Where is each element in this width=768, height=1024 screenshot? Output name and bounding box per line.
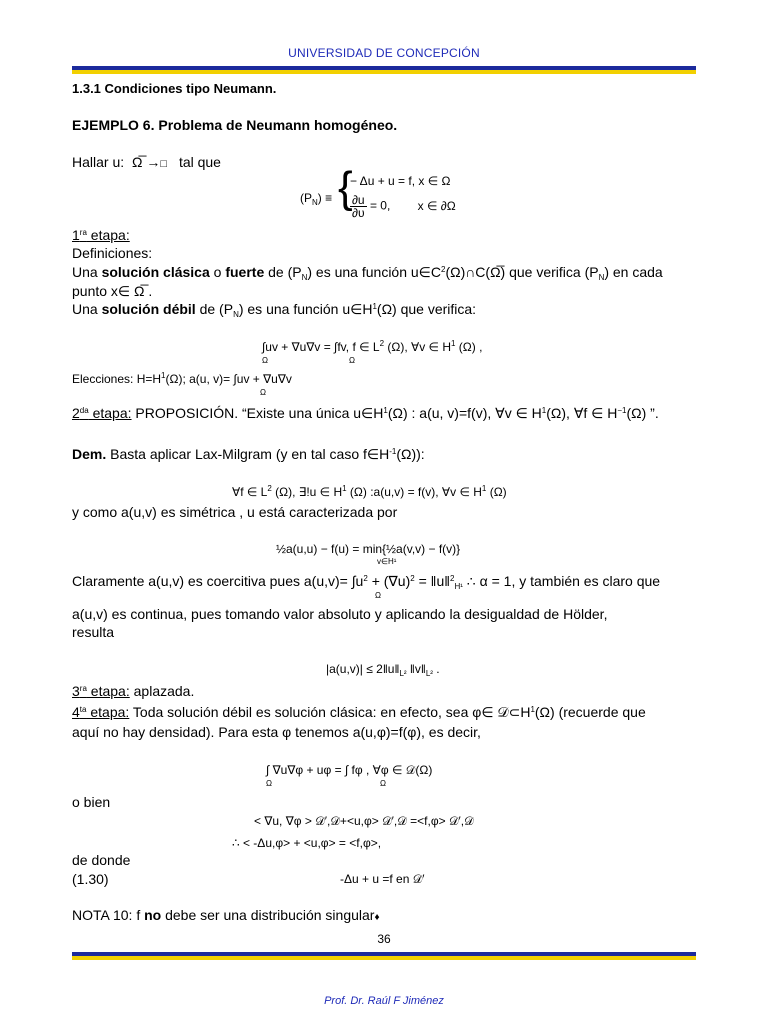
test-eq-under-2: Ω	[380, 779, 386, 788]
weak-eq-a: ∫uv + ∇u∇v = ∫fv, f ∈ L	[262, 340, 380, 354]
stage2-sup2: 1	[541, 406, 547, 415]
elecciones-sup: 1	[161, 371, 166, 380]
weak-eq-sup2: 1	[451, 339, 456, 348]
elecciones-a: Elecciones: H=H	[72, 372, 162, 386]
system-line-2	[350, 194, 456, 219]
footer-rule-yellow	[72, 956, 696, 960]
stage2-text-a: PROPOSICIÓN. “Existe una única u∈H	[131, 405, 384, 421]
minimization-eq: ½a(u,u) − f(u) = min{½a(v,v) − f(v)}	[276, 542, 461, 556]
eq1-d: (Ω)	[486, 485, 507, 499]
section-title: 1.3.1 Condiciones tipo Neumann.	[72, 81, 277, 96]
p2-e: (Ω) que verifica:	[376, 301, 477, 317]
line2-rhs: = 0,	[369, 198, 391, 213]
stage2-word: etapa:	[88, 405, 132, 421]
coerc-sup2: 2	[410, 574, 415, 583]
stage2-sup1: 1	[383, 406, 388, 415]
coerc-c: = ‖u‖	[414, 573, 451, 589]
coerc-sup3: 2	[450, 574, 455, 583]
page-number: 36	[377, 932, 391, 946]
p1-c: o	[209, 264, 226, 280]
stage4-sup: ta	[79, 705, 87, 714]
p1-a: Una	[72, 264, 102, 280]
stage4-word: etapa:	[86, 704, 130, 720]
p1-sub2: N	[598, 273, 605, 282]
system-brace: {	[338, 163, 353, 212]
p2-sub: N	[233, 310, 239, 319]
coerc-a: Claramente a(u,v) es coercitiva pues a(u,v)= ∫u	[72, 573, 364, 589]
demo-text-b: (Ω)):	[396, 446, 425, 462]
obien-label: o bien	[72, 794, 111, 810]
nota-10	[72, 907, 380, 923]
weak-under-2: Ω	[349, 356, 355, 365]
test-function-eq: ∫ ∇u∇φ + uφ = ∫ fφ , ∀φ ∈ 𝒟(Ω)	[266, 763, 433, 777]
continuity-line-2: resulta	[72, 624, 115, 640]
nota-b: no	[144, 907, 162, 923]
weak-formulation-eq	[262, 340, 482, 354]
nota-c: debe ser una distribución singular	[161, 907, 375, 923]
elecciones-under: Ω	[260, 388, 266, 397]
weak-under-1: Ω	[262, 356, 268, 365]
header-university: UNIVERSIDAD DE CONCEPCIÓN	[288, 46, 480, 60]
stage2-text-d: (Ω) ”.	[626, 405, 659, 421]
stage3-text: aplazada.	[129, 683, 195, 699]
stage2-line	[72, 405, 659, 422]
stage1-sup: ra	[79, 228, 87, 237]
pn-label-text: (P	[300, 191, 312, 205]
symmetric-line: y como a(u,v) es simétrica , u está caracterizada por	[72, 504, 398, 520]
holder-inequality	[326, 662, 440, 676]
p1-h: ) en cada	[604, 264, 663, 280]
continuity-line-1: a(u,v) es continua, pues tomando valor absoluto y aplicando la desigualdad de Hölder,	[72, 606, 608, 622]
eq1-c: (Ω) :a(u,v) = f(v), ∀v ∈ H	[346, 485, 482, 499]
eq1-a: ∀f ∈ L	[232, 485, 268, 499]
stage1-label	[72, 227, 130, 243]
system-line-1: − Δu + u = f, x ∈ Ω	[350, 174, 451, 188]
stage3-num: 3	[72, 683, 80, 699]
stage3-label-underlined	[72, 683, 130, 699]
stage1-label-underlined	[72, 227, 130, 243]
classical-solution-line2: punto x∈ Ω̅ .	[72, 283, 153, 299]
problem-tail: tal que	[178, 154, 221, 170]
pn-eq: ) ≡	[317, 191, 333, 205]
unknown-glyph: □	[160, 158, 168, 170]
p2-b: solución débil	[101, 301, 196, 317]
p1-sub: N	[301, 273, 308, 282]
weak-eq-c: (Ω) ,	[455, 340, 483, 354]
test-eq-under-1: Ω	[266, 779, 272, 788]
stage2-num: 2	[72, 405, 80, 421]
coerc-d: ∴ α = 1, y también es claro que	[462, 573, 661, 589]
stage3-sup: ra	[79, 684, 87, 693]
weak-solution-par	[72, 301, 476, 318]
stage4-sup: 1	[530, 705, 535, 714]
stage3-line	[72, 683, 194, 699]
demo-intro	[72, 446, 425, 463]
coerc-sup1: 2	[363, 574, 368, 583]
eq1-sup2: 1	[342, 484, 347, 493]
footer-author: Prof. Dr. Raúl F Jiménez	[324, 995, 444, 1007]
demo-sup: -1	[389, 447, 397, 456]
stage2-sup: da	[79, 406, 89, 415]
equation-number: (1.30)	[72, 871, 109, 887]
min-under: v∈H¹	[377, 557, 397, 566]
p1-g: (Ω)∩C(Ω̅) que verifica (P	[445, 264, 599, 280]
p2-sup: 1	[372, 302, 377, 311]
stage4-line	[72, 704, 646, 721]
problem-intro-text: Hallar u:	[72, 154, 125, 170]
coercive-line	[72, 573, 660, 590]
example-title: EJEMPLO 6. Problema de Neumann homogéneo.	[72, 117, 398, 133]
frac-num: ∂u	[352, 193, 365, 207]
stage2-sup3: −1	[617, 406, 627, 415]
p1-b: solución clásica	[101, 264, 210, 280]
pn-label	[300, 191, 332, 205]
line2-cond: x ∈ ∂Ω	[417, 198, 456, 213]
stage4-label-underlined	[72, 704, 129, 720]
p1-sup: 2	[440, 265, 446, 274]
eq1-sup3: 1	[481, 484, 487, 493]
holder-c: .	[432, 662, 440, 676]
classical-solution-par	[72, 264, 697, 281]
holder-b: ‖v‖	[406, 662, 426, 676]
lax-milgram-eq	[232, 485, 507, 499]
elecciones-b: (Ω); a(u, v)= ∫uv + ∇u∇v	[165, 372, 292, 386]
stage4-line-2: aquí no hay densidad). Para esta φ tenemos a(u,φ)=f(φ), es decir,	[72, 724, 481, 740]
p2-d: ) es una función u∈H	[238, 301, 373, 317]
stage3-word: etapa:	[86, 683, 130, 699]
stage2-label-underlined	[72, 405, 132, 421]
weak-eq-b: (Ω), ∀v ∈ H	[384, 340, 451, 354]
final-equation: -Δu + u =f en 𝒟′	[340, 872, 425, 886]
holder-sub1: L²	[399, 669, 407, 678]
weak-eq-sup: 2	[379, 339, 385, 348]
coerc-under: Ω	[375, 591, 381, 600]
p1-f: ) es una función u∈C	[307, 264, 441, 280]
header-rule-yellow	[72, 70, 696, 74]
end-mark-icon: ♦	[374, 912, 380, 923]
problem-intro	[72, 154, 221, 170]
p1-d: fuerte	[225, 264, 265, 280]
duality-line-1: < ∇u, ∇φ > 𝒟′,𝒟+<u,φ> 𝒟′,𝒟 =<f,φ> 𝒟′,𝒟	[254, 814, 474, 828]
duality-line-2: ∴ < -Δu,φ> + <u,φ> = <f,φ>,	[232, 836, 382, 850]
p1-e: de (P	[264, 264, 302, 280]
coerc-b: + (∇u)	[367, 573, 411, 589]
stage1-word: etapa:	[86, 227, 130, 243]
p2-a: Una	[72, 301, 102, 317]
nota-a: NOTA 10: f	[72, 907, 145, 923]
frac-den: ∂υ	[352, 206, 365, 220]
elecciones-line	[72, 372, 292, 386]
stage2-text-c: (Ω), ∀f ∈ H	[546, 405, 618, 421]
demo-text-a: Basta aplicar Lax-Milgram (y en tal caso f∈H	[106, 446, 390, 462]
stage4-num: 4	[72, 704, 80, 720]
stage4-text-b: (Ω) (recuerde que	[534, 704, 646, 720]
stage2-text-b: (Ω) : a(u, v)=f(v), ∀v ∈ H	[387, 405, 542, 421]
demo-label: Dem.	[72, 446, 107, 462]
p2-c: de (P	[195, 301, 234, 317]
holder-a: |a(u,v)| ≤ 2‖u‖	[326, 662, 400, 676]
eq1-b: (Ω), ∃!u ∈ H	[271, 485, 343, 499]
coerc-sub3: H¹	[454, 582, 463, 591]
dedonde-label: de donde	[72, 852, 131, 868]
holder-sub2: L²	[425, 669, 433, 678]
stage4-text-a: Toda solución débil es solución clásica: en efecto, sea φ∈ 𝒟⊂H	[129, 704, 531, 720]
definitions-label: Definiciones:	[72, 245, 153, 261]
eq1-sup1: 2	[267, 484, 272, 493]
stage1-num: 1	[72, 227, 80, 243]
normal-derivative	[350, 194, 367, 219]
pn-sub: N	[312, 198, 318, 207]
problem-domain-map: Ω̅ →	[132, 154, 161, 170]
